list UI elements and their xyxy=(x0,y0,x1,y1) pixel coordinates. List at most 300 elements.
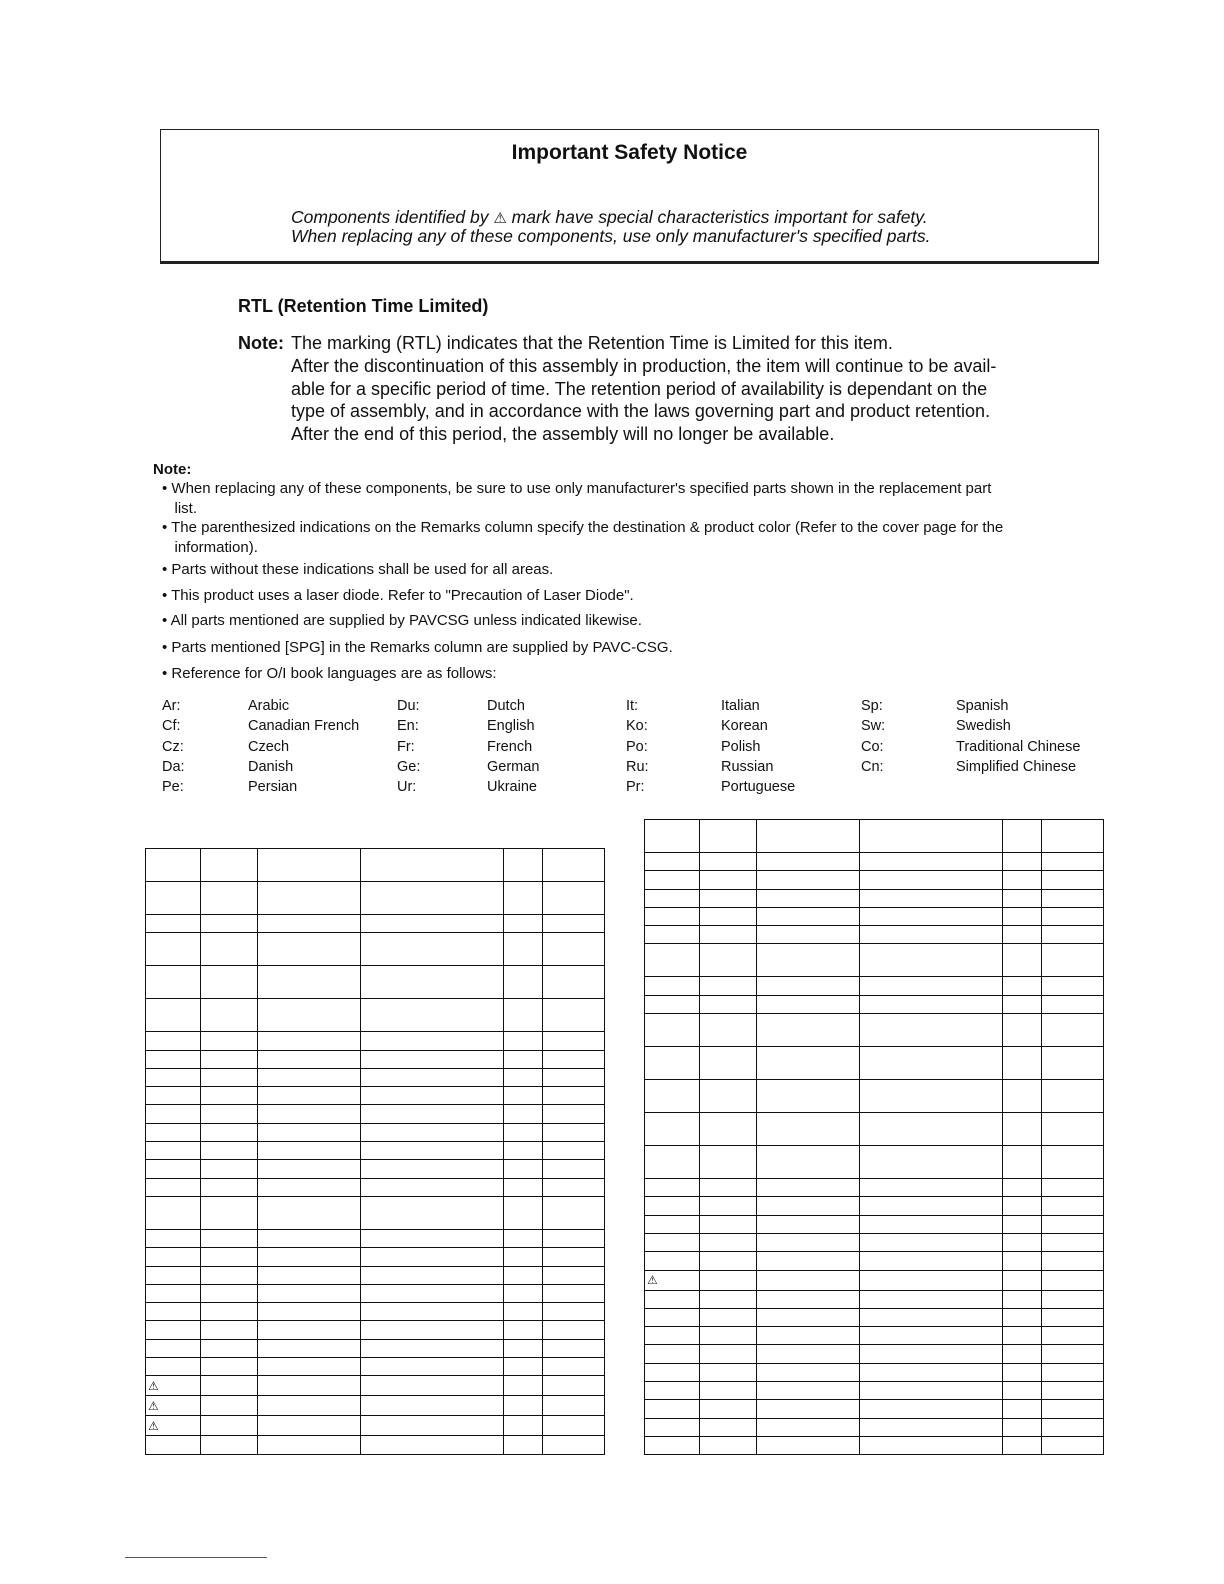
table-cell xyxy=(543,1178,605,1196)
table-cell xyxy=(757,889,860,907)
table-cell xyxy=(201,1142,258,1160)
language-code: Cn: xyxy=(861,758,884,775)
table-cell xyxy=(201,933,258,966)
table-cell xyxy=(503,1229,542,1247)
table-row xyxy=(146,1160,605,1178)
table-cell xyxy=(360,1248,503,1266)
table-cell xyxy=(543,1303,605,1321)
table-cell xyxy=(645,944,700,977)
language-name: Italian xyxy=(721,698,760,714)
table-cell xyxy=(645,853,700,871)
parts-table-left xyxy=(145,848,605,1455)
table-cell xyxy=(543,1248,605,1266)
table-cell xyxy=(757,1215,860,1233)
table-cell xyxy=(1042,1215,1104,1233)
safety-notice-title: Important Safety Notice xyxy=(511,141,748,164)
table-cell xyxy=(1002,1363,1041,1381)
table-cell xyxy=(503,1087,542,1105)
table-cell xyxy=(645,1197,700,1215)
table-cell xyxy=(258,1358,361,1376)
table-cell xyxy=(700,853,757,871)
table-cell xyxy=(645,1233,700,1251)
table-cell xyxy=(543,1229,605,1247)
table-cell xyxy=(859,977,1002,995)
language-name: Arabic xyxy=(248,698,290,714)
table-cell xyxy=(360,1087,503,1105)
table-row xyxy=(146,1358,605,1376)
language-code: Po: xyxy=(626,738,648,755)
table-row xyxy=(146,1436,605,1454)
table-cell xyxy=(258,1087,361,1105)
table-cell xyxy=(146,1248,201,1266)
table-cell xyxy=(859,1014,1002,1047)
table-cell xyxy=(360,1142,503,1160)
table-row xyxy=(146,1376,605,1396)
table-cell xyxy=(1042,853,1104,871)
table-cell xyxy=(146,1376,201,1396)
table-cell xyxy=(360,933,503,966)
table-cell xyxy=(543,1123,605,1141)
table-cell xyxy=(1042,1014,1104,1047)
note-item: • This product uses a laser diode. Refer to "Precaution of Laser Diode". xyxy=(162,587,634,604)
table-cell xyxy=(503,1178,542,1196)
table-cell xyxy=(757,1400,860,1418)
table-cell xyxy=(645,1270,700,1290)
language-code: Ko: xyxy=(626,718,648,735)
table-cell xyxy=(360,1032,503,1050)
note-item: information). xyxy=(162,539,258,556)
table-cell xyxy=(503,1142,542,1160)
language-name: Swedish xyxy=(956,718,1011,735)
warning-triangle-icon: ⚠ xyxy=(148,1398,159,1413)
language-code: Fr: xyxy=(397,738,415,755)
table-cell xyxy=(1042,1363,1104,1381)
table-cell xyxy=(700,1233,757,1251)
table-cell xyxy=(543,1068,605,1086)
table-cell xyxy=(859,1113,1002,1146)
language-code: Sp: xyxy=(861,698,883,714)
table-cell xyxy=(543,1339,605,1357)
table-cell xyxy=(201,1396,258,1416)
table-cell xyxy=(645,889,700,907)
table-cell xyxy=(146,1339,201,1357)
table-cell xyxy=(360,1339,503,1357)
table-cell xyxy=(700,1327,757,1345)
table-cell xyxy=(757,1014,860,1047)
table-cell xyxy=(201,1321,258,1339)
table-cell xyxy=(645,1014,700,1047)
language-code: Pe: xyxy=(162,779,184,796)
table-cell xyxy=(201,1196,258,1229)
table-cell xyxy=(757,853,860,871)
table-cell xyxy=(1002,1400,1041,1418)
table-cell xyxy=(700,1179,757,1197)
table-cell xyxy=(258,1068,361,1086)
table-cell xyxy=(201,1123,258,1141)
table-cell xyxy=(1042,1113,1104,1146)
language-code: Sw: xyxy=(861,718,886,735)
table-row xyxy=(645,1270,1104,1290)
warning-triangle-icon: ⚠ xyxy=(493,210,507,227)
table-cell xyxy=(258,1321,361,1339)
table-cell xyxy=(543,882,605,915)
table-cell xyxy=(645,907,700,925)
table-row xyxy=(146,1032,605,1050)
table-cell xyxy=(700,1014,757,1047)
table-row xyxy=(645,871,1104,889)
table-cell xyxy=(258,1123,361,1141)
table-cell xyxy=(1002,1215,1041,1233)
rtl-line: able for a specific period of time. The retention period of availability is dependant on the xyxy=(291,379,988,399)
table-cell xyxy=(1042,820,1104,853)
language-name: Czech xyxy=(248,738,290,755)
table-cell xyxy=(146,1303,201,1321)
table-cell xyxy=(1002,1197,1041,1215)
table-cell xyxy=(543,1416,605,1436)
rtl-line: type of assembly, and in accordance with the laws governing part and product retention. xyxy=(291,401,991,421)
table-cell xyxy=(645,1047,700,1080)
table-cell xyxy=(700,1308,757,1326)
table-cell xyxy=(258,1142,361,1160)
table-cell xyxy=(1042,977,1104,995)
table-row xyxy=(146,915,605,933)
language-name: English xyxy=(487,718,535,735)
language-code: Cz: xyxy=(162,738,184,755)
table-cell xyxy=(360,1416,503,1436)
table-row xyxy=(146,1105,605,1123)
table-cell xyxy=(1042,1290,1104,1308)
table-cell xyxy=(543,1436,605,1454)
table-cell xyxy=(258,882,361,915)
table-cell xyxy=(360,915,503,933)
table-cell xyxy=(360,1068,503,1086)
table-cell xyxy=(543,999,605,1032)
table-row xyxy=(645,1047,1104,1080)
table-cell xyxy=(543,1196,605,1229)
table-row xyxy=(645,926,1104,944)
warning-triangle-icon: ⚠ xyxy=(148,1418,159,1433)
table-row xyxy=(146,849,605,882)
table-cell xyxy=(258,1178,361,1196)
table-cell xyxy=(146,1087,201,1105)
table-cell xyxy=(146,933,201,966)
table-cell xyxy=(201,1266,258,1284)
language-name: German xyxy=(487,758,540,775)
table-cell xyxy=(859,1363,1002,1381)
table-cell xyxy=(543,1105,605,1123)
table-cell xyxy=(700,907,757,925)
table-cell xyxy=(1002,995,1041,1013)
table-row xyxy=(645,1252,1104,1270)
table-cell xyxy=(201,1358,258,1376)
table-cell xyxy=(859,1179,1002,1197)
table-cell xyxy=(201,1105,258,1123)
table-cell xyxy=(757,1197,860,1215)
table-cell xyxy=(146,1284,201,1302)
table-cell xyxy=(258,1436,361,1454)
table-cell xyxy=(700,1382,757,1400)
table-cell xyxy=(543,1142,605,1160)
table-cell xyxy=(258,933,361,966)
table-cell xyxy=(360,1396,503,1416)
language-name: Ukraine xyxy=(487,779,537,796)
table-cell xyxy=(1042,1345,1104,1363)
table-cell xyxy=(543,1087,605,1105)
notes-heading: Note: xyxy=(153,461,192,478)
language-code: Ru: xyxy=(626,758,649,775)
note-item: • Parts mentioned [SPG] in the Remarks column are supplied by PAVC-CSG. xyxy=(162,639,673,656)
language-name: French xyxy=(487,738,533,755)
table-cell xyxy=(146,966,201,999)
table-row xyxy=(645,1146,1104,1179)
table-cell xyxy=(700,1270,757,1290)
table-row xyxy=(146,1142,605,1160)
table-cell xyxy=(645,1382,700,1400)
table-cell xyxy=(201,1032,258,1050)
table-cell xyxy=(1002,889,1041,907)
table-cell xyxy=(757,1418,860,1436)
table-row xyxy=(645,1436,1104,1454)
table-cell xyxy=(757,1363,860,1381)
table-cell xyxy=(700,1290,757,1308)
table-cell xyxy=(503,1032,542,1050)
table-row xyxy=(146,999,605,1032)
language-name: Traditional Chinese xyxy=(956,738,1081,755)
table-cell xyxy=(757,871,860,889)
table-row xyxy=(645,1290,1104,1308)
table-cell xyxy=(757,1080,860,1113)
table-cell xyxy=(859,853,1002,871)
table-cell xyxy=(146,849,201,882)
table-cell xyxy=(645,1146,700,1179)
table-cell xyxy=(258,1376,361,1396)
table-row xyxy=(146,1123,605,1141)
table-cell xyxy=(201,1160,258,1178)
table-cell xyxy=(859,1290,1002,1308)
table-cell xyxy=(1002,1080,1041,1113)
table-cell xyxy=(645,1400,700,1418)
table-cell xyxy=(360,1105,503,1123)
table-cell xyxy=(503,1123,542,1141)
note-item: • All parts mentioned are supplied by PAVCSG unless indicated likewise. xyxy=(162,612,642,629)
table-cell xyxy=(1002,871,1041,889)
table-cell xyxy=(1042,1308,1104,1326)
table-cell xyxy=(543,1321,605,1339)
table-cell xyxy=(146,1032,201,1050)
table-cell xyxy=(757,1270,860,1290)
table-cell xyxy=(645,1252,700,1270)
table-cell xyxy=(1042,907,1104,925)
safety-text: mark have special characteristics important for safety. xyxy=(506,207,928,227)
table-cell xyxy=(503,999,542,1032)
table-row xyxy=(146,1229,605,1247)
table-cell xyxy=(258,1050,361,1068)
language-code: It: xyxy=(626,698,639,714)
note-item: • When replacing any of these components, be sure to use only manufacturer's specified parts shown in the replacement part xyxy=(162,480,992,497)
table-cell xyxy=(1002,1308,1041,1326)
table-cell xyxy=(543,1284,605,1302)
table-cell xyxy=(700,1418,757,1436)
table-cell xyxy=(859,907,1002,925)
table-cell xyxy=(201,882,258,915)
table-cell xyxy=(757,820,860,853)
table-cell xyxy=(146,1160,201,1178)
table-cell xyxy=(360,999,503,1032)
table-cell xyxy=(700,977,757,995)
table-cell xyxy=(1002,1047,1041,1080)
table-cell xyxy=(146,1321,201,1339)
table-cell xyxy=(360,1160,503,1178)
table-row xyxy=(645,820,1104,853)
table-cell xyxy=(258,1416,361,1436)
table-cell xyxy=(1002,1270,1041,1290)
table-row xyxy=(146,1303,605,1321)
table-cell xyxy=(1002,926,1041,944)
table-cell xyxy=(360,1196,503,1229)
table-cell xyxy=(1042,1400,1104,1418)
table-cell xyxy=(859,820,1002,853)
table-row xyxy=(146,1284,605,1302)
table-cell xyxy=(859,1400,1002,1418)
table-cell xyxy=(757,1345,860,1363)
table-cell xyxy=(543,1160,605,1178)
table-cell xyxy=(1002,853,1041,871)
table-cell xyxy=(258,1105,361,1123)
table-cell xyxy=(1002,944,1041,977)
table-row xyxy=(645,977,1104,995)
table-cell xyxy=(146,1123,201,1141)
table-cell xyxy=(543,915,605,933)
table-row xyxy=(146,1248,605,1266)
table-cell xyxy=(1002,977,1041,995)
table-cell xyxy=(503,1160,542,1178)
table-cell xyxy=(360,966,503,999)
table-cell xyxy=(360,1321,503,1339)
table-cell xyxy=(503,933,542,966)
table-cell xyxy=(700,1197,757,1215)
table-cell xyxy=(258,1248,361,1266)
table-cell xyxy=(503,1050,542,1068)
table-row xyxy=(146,966,605,999)
table-cell xyxy=(700,1363,757,1381)
language-code: Co: xyxy=(861,738,884,755)
table-cell xyxy=(360,1358,503,1376)
table-cell xyxy=(859,889,1002,907)
table-cell xyxy=(757,1382,860,1400)
table-cell xyxy=(201,999,258,1032)
table-cell xyxy=(700,820,757,853)
table-cell xyxy=(1002,1146,1041,1179)
table-cell xyxy=(757,1252,860,1270)
table-cell xyxy=(700,871,757,889)
table-cell xyxy=(757,995,860,1013)
table-cell xyxy=(258,1032,361,1050)
footer-link-underline xyxy=(125,1557,267,1558)
table-row xyxy=(645,907,1104,925)
table-cell xyxy=(859,1327,1002,1345)
table-cell xyxy=(1002,1014,1041,1047)
table-cell xyxy=(1042,995,1104,1013)
table-cell xyxy=(645,1290,700,1308)
language-code: Cf: xyxy=(162,718,181,735)
language-code: Da: xyxy=(162,758,185,775)
table-cell xyxy=(1042,1436,1104,1454)
table-row xyxy=(645,1308,1104,1326)
table-cell xyxy=(503,1321,542,1339)
table-cell xyxy=(360,1376,503,1396)
note-item: • Reference for O/I book languages are as follows: xyxy=(162,665,497,682)
table-cell xyxy=(757,1436,860,1454)
table-cell xyxy=(700,1436,757,1454)
table-cell xyxy=(757,1113,860,1146)
table-cell xyxy=(645,820,700,853)
table-cell xyxy=(258,1303,361,1321)
language-code: Ur: xyxy=(397,779,417,796)
table-row xyxy=(645,1363,1104,1381)
table-cell xyxy=(201,1087,258,1105)
language-code: Pr: xyxy=(626,779,645,796)
table-row xyxy=(645,1382,1104,1400)
table-cell xyxy=(1042,889,1104,907)
table-cell xyxy=(1002,907,1041,925)
language-name: Dutch xyxy=(487,698,525,714)
table-cell xyxy=(1042,1252,1104,1270)
table-cell xyxy=(1002,820,1041,853)
table-cell xyxy=(503,1068,542,1086)
table-cell xyxy=(258,1284,361,1302)
table-cell xyxy=(859,1436,1002,1454)
table-cell xyxy=(1042,1418,1104,1436)
table-cell xyxy=(645,1436,700,1454)
table-cell xyxy=(1042,1327,1104,1345)
table-cell xyxy=(543,966,605,999)
rtl-line: The marking (RTL) indicates that the Retention Time is Limited for this item. xyxy=(291,333,893,353)
table-cell xyxy=(543,933,605,966)
table-cell xyxy=(859,1047,1002,1080)
language-name: Danish xyxy=(248,758,294,775)
table-row xyxy=(146,1087,605,1105)
table-cell xyxy=(146,1068,201,1086)
table-cell xyxy=(645,1418,700,1436)
table-cell xyxy=(146,1050,201,1068)
table-row xyxy=(146,1416,605,1436)
table-cell xyxy=(146,1142,201,1160)
table-cell xyxy=(201,1050,258,1068)
table-cell xyxy=(146,1416,201,1436)
table-cell xyxy=(201,1376,258,1396)
table-cell xyxy=(859,1382,1002,1400)
rtl-line: After the end of this period, the assembly will no longer be available. xyxy=(291,424,835,444)
table-cell xyxy=(700,1047,757,1080)
table-row xyxy=(146,882,605,915)
rtl-heading: RTL (Retention Time Limited) xyxy=(238,296,489,316)
table-cell xyxy=(1002,1436,1041,1454)
table-cell xyxy=(1002,1113,1041,1146)
table-cell xyxy=(503,1105,542,1123)
table-cell xyxy=(543,1032,605,1050)
table-cell xyxy=(1042,1270,1104,1290)
table-row xyxy=(146,1321,605,1339)
table-cell xyxy=(757,1290,860,1308)
table-row xyxy=(645,1327,1104,1345)
table-cell xyxy=(360,1050,503,1068)
table-cell xyxy=(503,1436,542,1454)
table-cell xyxy=(146,999,201,1032)
table-cell xyxy=(1002,1382,1041,1400)
table-cell xyxy=(201,1284,258,1302)
table-cell xyxy=(503,1358,542,1376)
table-cell xyxy=(503,1248,542,1266)
